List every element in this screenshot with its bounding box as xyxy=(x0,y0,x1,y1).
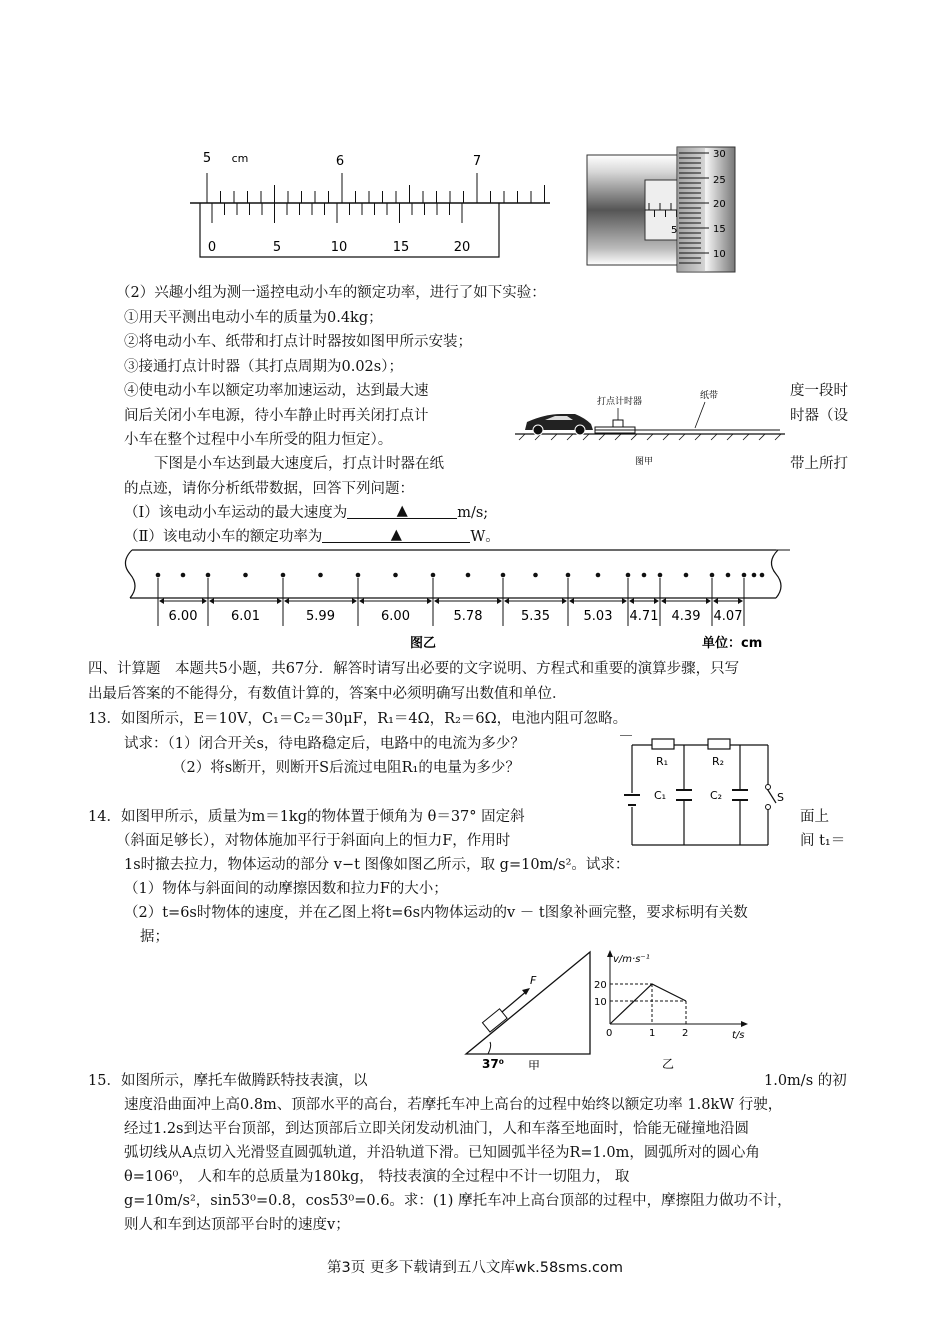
segment-arrowhead xyxy=(661,598,666,604)
q15-line1-right: 1.0m/s 的初 xyxy=(764,1073,847,1089)
segment-arrowhead xyxy=(202,598,207,604)
answer-mark-2: ▲ xyxy=(390,527,402,543)
segment-arrowhead xyxy=(706,598,711,604)
label-s: S xyxy=(777,791,784,804)
segment-label: 5.99 xyxy=(306,609,335,624)
paragraph-b: 的点迹，请你分析纸带数据，回答下列问题： xyxy=(124,481,414,497)
block xyxy=(482,1009,507,1032)
resistor-r1 xyxy=(652,739,674,749)
segment-label: 4.71 xyxy=(629,609,659,624)
section4-line1: 四、计算题 本题共5小题，共67分．解答时请写出必要的文字说明、方程式和重要的演算步骤，只写 xyxy=(88,661,740,677)
tape-dot xyxy=(206,573,211,578)
vernier-label-10: 10 xyxy=(330,240,348,255)
segment-arrowhead xyxy=(562,598,567,604)
tape-dot xyxy=(684,573,689,578)
segment-arrowhead xyxy=(359,598,364,604)
tape-dot xyxy=(156,573,161,578)
vernier-label-5: 5 xyxy=(272,240,282,255)
answer-blank-1[interactable] xyxy=(347,502,457,519)
sleeve-label: 5 xyxy=(671,225,678,236)
segment-label: 4.39 xyxy=(671,609,701,624)
tape-dot xyxy=(752,573,757,578)
segment-label: 6.00 xyxy=(381,609,410,624)
tape-dot xyxy=(431,573,436,578)
q15-line6: g=10m/s²，sin53⁰=0.8，cos53⁰=0.6。求：(1) 摩托车冲上高台顶部的过程中，摩擦阻力做功不计， xyxy=(124,1193,792,1209)
tape-dot xyxy=(642,573,647,578)
figure-jia-caption: 图甲 xyxy=(635,457,654,467)
segment-label: 6.01 xyxy=(231,609,260,624)
angle-label: 37⁰ xyxy=(482,1057,504,1070)
tape-dot xyxy=(658,573,663,578)
tape-figure xyxy=(120,548,790,653)
vernier-caliper-figure xyxy=(185,145,555,265)
tape-dot xyxy=(281,573,286,578)
force-label: F xyxy=(530,974,537,987)
label-yi: 乙 xyxy=(662,1057,675,1070)
q14-line6: 据； xyxy=(140,929,169,945)
thimble-label-15: 15 xyxy=(713,224,726,235)
step-4a-right: 度一段时 xyxy=(790,383,848,399)
thimble-label-10: 10 xyxy=(713,249,726,260)
segment-arrowhead xyxy=(738,598,743,604)
unit-label: cm xyxy=(231,152,249,165)
tape-caption: 图乙 xyxy=(410,636,437,651)
vt-graph-line xyxy=(610,984,686,1024)
vernier-label-0: 0 xyxy=(207,240,217,255)
answer-blank-2[interactable] xyxy=(322,526,470,543)
thimble-label-20: 20 xyxy=(713,199,726,210)
thimble-label-25: 25 xyxy=(713,175,726,186)
q14-line4: （1）物体与斜面间的动摩擦因数和拉力F的大小； xyxy=(124,881,448,897)
x-tick-0: 0 xyxy=(606,1028,613,1039)
micrometer-figure xyxy=(585,145,745,275)
q14-line1: 14．如图甲所示，质量为m＝1kg的物体置于倾角为 θ＝37° 固定斜 xyxy=(88,809,525,825)
tape-dot xyxy=(318,573,323,578)
tape-dot xyxy=(710,573,715,578)
segment-arrowhead xyxy=(352,598,357,604)
main-label-7: 7 xyxy=(472,154,482,169)
tape-dot xyxy=(726,573,731,578)
segment-label: 5.35 xyxy=(521,609,550,624)
segment-arrowhead xyxy=(277,598,282,604)
tape-dot xyxy=(596,573,601,578)
question-2 xyxy=(124,526,500,548)
question-1 xyxy=(124,502,488,524)
q15-line2: 速度沿曲面冲上高0.8m、顶部水平的高台，若摩托车冲上高台的过程中始终以额定功率 1.8kW 行驶， xyxy=(124,1097,783,1113)
label-r2: R₂ xyxy=(712,755,725,768)
segment-arrowhead xyxy=(654,598,659,604)
answer-mark-1: ▲ xyxy=(396,503,408,519)
segment-arrowhead xyxy=(504,598,509,604)
label-c2: C₂ xyxy=(710,789,723,802)
tape-unit: 单位：cm xyxy=(702,636,763,651)
q14-line2-right: 间 t₁＝ xyxy=(800,833,846,849)
segment-arrowhead xyxy=(629,598,634,604)
question-2-text: （Ⅱ）该电动小车的额定功率为 xyxy=(124,529,323,545)
page-footer: 第3页 更多下载请到五八文库wk.58sms.com xyxy=(327,1260,623,1276)
segment-label: 5.78 xyxy=(453,609,483,624)
q14-line2: （斜面足够长），对物体施加平行于斜面向上的恒力F，作用时 xyxy=(116,833,511,849)
segment-arrowhead xyxy=(427,598,432,604)
paragraph-a-right: 带上所打 xyxy=(790,456,848,472)
tape-dot xyxy=(566,573,571,578)
q14-line1-right: 面上 xyxy=(800,809,829,825)
q14-line3: 1s时撤去拉力，物体运动的部分 v−t 图像如图乙所示，取 g=10m/s²。试求： xyxy=(124,857,630,873)
x-axis-label: t/s xyxy=(732,1030,745,1041)
q15-line7: 则人和车到达顶部平台时的速度v； xyxy=(124,1217,350,1233)
part2-intro: （2）兴趣小组为测一遥控电动小车的额定功率，进行了如下实验： xyxy=(116,285,546,301)
force-arrow xyxy=(502,990,528,1012)
q15-line4: 弧切线从A点切入光滑竖直圆弧轨道，并沿轨道下滑。已知圆弧半径为R=1.0m，圆弧所对的圆心角 xyxy=(124,1145,760,1161)
timer-box xyxy=(613,420,623,427)
question-2-unit: W。 xyxy=(470,529,500,545)
tape-dot xyxy=(466,573,471,578)
q15-line3: 经过1.2s到达平台顶部，到达顶部后立即关闭发动机油门，人和车落至地面时，恰能无碰撞地沿圆 xyxy=(124,1121,749,1137)
y-tick-20: 20 xyxy=(594,980,607,991)
tape-dot xyxy=(742,573,747,578)
thimble-label-30: 30 xyxy=(713,149,726,160)
y-tick-10: 10 xyxy=(594,997,607,1008)
section4-line2: 出最后答案的不能得分，有数值计算的，答案中必须明确写出数值和单位． xyxy=(88,686,567,702)
q13-line3: （2）将s断开，则断开S后流过电阻R₁的电量为多少？ xyxy=(172,760,520,776)
tape-dot xyxy=(533,573,538,578)
q15-line5: θ=106⁰， 人和车的总质量为180kg， 特技表演的全过程中不计一切阻力， 取 xyxy=(124,1169,630,1185)
step-1: ①用天平测出电动小车的质量为0.4kg； xyxy=(124,310,383,326)
q14-line5: （2）t=6s时物体的速度，并在乙图上将t=6s内物体运动的v － t图象补画完整，要求标明有关数 xyxy=(124,905,748,921)
step-2: ②将电动小车、纸带和打点计时器按如图甲所示安装； xyxy=(124,334,472,350)
q15-line1-left: 15．如图所示，摩托车做腾跃特技表演，以 xyxy=(88,1073,368,1089)
tape-dot xyxy=(181,573,186,578)
question-1-unit: m/s; xyxy=(457,505,489,521)
x-tick-2: 2 xyxy=(682,1028,689,1039)
step-4b: 间后关闭小车电源，待小车静止时再关闭打点计 xyxy=(124,408,429,424)
tape-dot xyxy=(393,573,398,578)
q13-line2: 试求：（1）闭合开关s，待电路稳定后，电路中的电流为多少？ xyxy=(124,736,525,752)
timer-label: 打点计时器 xyxy=(597,397,643,407)
resistor-r2 xyxy=(708,739,730,749)
main-label-6: 6 xyxy=(335,154,345,169)
segment-arrowhead xyxy=(497,598,502,604)
tape-label: 纸带 xyxy=(700,391,719,401)
step-4c: 小车在整个过程中小车所受的阻力恒定）。 xyxy=(124,432,393,448)
tape-dot xyxy=(760,573,765,578)
segment-arrowhead xyxy=(713,598,718,604)
label-r1: R₁ xyxy=(656,755,669,768)
segment-arrowhead xyxy=(622,598,627,604)
incline-figure xyxy=(460,950,760,1070)
segment-arrowhead xyxy=(284,598,289,604)
segment-label: 5.03 xyxy=(583,609,613,624)
paragraph-a: 下图是小车达到最大速度后，打点计时器在纸 xyxy=(154,456,444,472)
vernier-label-20: 20 xyxy=(453,240,471,255)
figure-jia-car-setup xyxy=(505,378,790,468)
main-label-5: 5 xyxy=(202,151,212,166)
segment-label: 6.00 xyxy=(168,609,198,624)
tape-dot xyxy=(626,573,631,578)
step-3: ③接通打点计时器（其打点周期为0.02s）； xyxy=(124,359,403,375)
x-tick-1: 1 xyxy=(649,1028,656,1039)
tape-dot xyxy=(356,573,361,578)
segment-arrowhead xyxy=(569,598,574,604)
segment-arrowhead xyxy=(159,598,164,604)
question-1-text: （Ⅰ）该电动小车运动的最大速度为 xyxy=(124,505,348,521)
tape-dot xyxy=(501,573,506,578)
label-c1: C₁ xyxy=(654,789,667,802)
step-4a: ④使电动小车以额定功率加速运动，达到最大速 xyxy=(124,383,429,399)
label-jia: 甲 xyxy=(528,1059,541,1070)
y-axis-label: v/m·s⁻¹ xyxy=(613,954,650,965)
segment-arrowhead xyxy=(434,598,439,604)
segment-label: 4.07 xyxy=(713,609,743,624)
step-4b-right: 时器（设 xyxy=(790,408,848,424)
circuit-diagram xyxy=(620,735,790,850)
segment-arrowhead xyxy=(209,598,214,604)
tape-dot xyxy=(243,573,248,578)
vernier-label-15: 15 xyxy=(392,240,410,255)
q13-line1: 13．如图所示，E＝10V，C₁＝C₂＝30μF，R₁＝4Ω，R₂＝6Ω，电池内阻可忽略。 xyxy=(88,711,628,727)
